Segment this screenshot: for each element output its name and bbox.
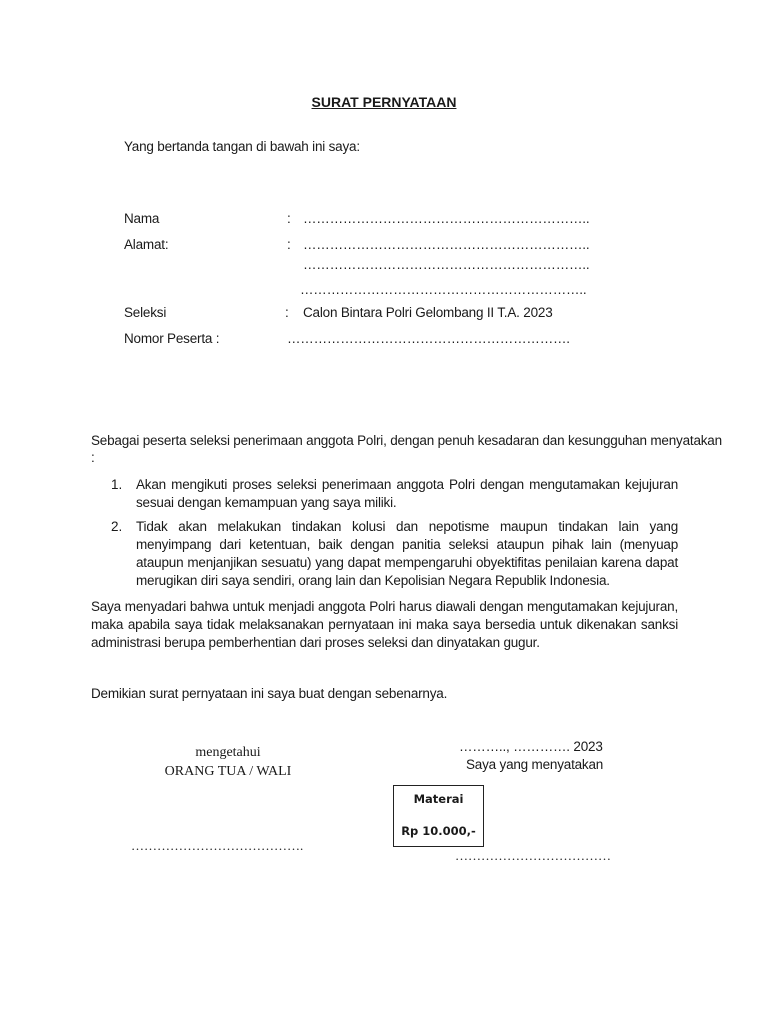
mengetahui-label: mengetahui [195,745,261,760]
seleksi-value: Calon Bintara Polri Gelombang II T.A. 2023 [303,305,553,320]
awareness-paragraph: Saya menyadari bahwa untuk menjadi anggota Polri harus diawali dengan mengutamakan kejujuran, maka apabila saya tidak melaksanakan pernyataan ini maka saya bersedia untuk dikenakan sanksi administrasi berupa pemberhentian dari proses seleksi dan dinyatakan gugur. [91,599,678,650]
list-item-number: 2. [111,519,123,534]
alamat-label: Alamat: [124,237,169,252]
nama-colon: : [287,211,291,226]
materai-stamp-box [393,785,484,847]
alamat-value-1: ……………………………………………………….. [303,237,590,252]
seleksi-label: Seleksi [124,305,167,320]
parent-guardian-label: ORANG TUA / WALI [164,764,292,779]
parent-signature-line: …………………………………. [131,838,304,853]
declarant-signature-line: ……………………………… [455,848,611,863]
statement-intro-colon: : [91,450,95,465]
nama-label: Nama [124,211,160,226]
list-item-number: 1. [111,477,123,492]
statement-intro: Sebagai peserta seleksi penerimaan anggota Polri, dengan penuh kesadaran dan kesungguhan menyatakan [91,433,722,448]
alamat-value-2: ……………………………………………………….. [303,257,590,272]
list-item-text: Tidak akan melakukan tindakan kolusi dan nepotisme maupun tindakan lain yang menyimpang dari ketentuan, baik dengan panitia seleksi ataupun pihak lain (menyuap ataupun menjanjikan sesuatu) yang dapat mempengaruhi obyektifitas penilaian karena dapat merugikan diri saya sendiri, orang lain dan Kepolisian Negara Republik Indonesia. [136,519,678,588]
intro-text: Yang bertanda tangan di bawah ini saya: [124,139,360,154]
document-title: SURAT PERNYATAAN [311,94,457,110]
materai-label: Materai [413,792,464,806]
place-date: ……….., …………. 2023 [459,739,603,754]
alamat-colon: : [287,237,291,252]
seleksi-colon: : [285,305,289,320]
nomor-peserta-value: ………………………………………………………. [287,331,570,346]
closing-text: Demikian surat pernyataan ini saya buat dengan sebenarnya. [91,686,448,701]
nomor-peserta-label: Nomor Peserta : [124,331,220,346]
declarant-label: Saya yang menyatakan [466,757,604,772]
materai-amount: Rp 10.000,- [401,824,476,838]
nama-value: ……………………………………………………….. [303,211,590,226]
alamat-value-3: ……………………………………………………….. [300,282,587,297]
list-item-text: Akan mengikuti proses seleksi penerimaan anggota Polri dengan mengutamakan kejujuran sesuai dengan kemampuan yang saya miliki. [136,477,678,510]
